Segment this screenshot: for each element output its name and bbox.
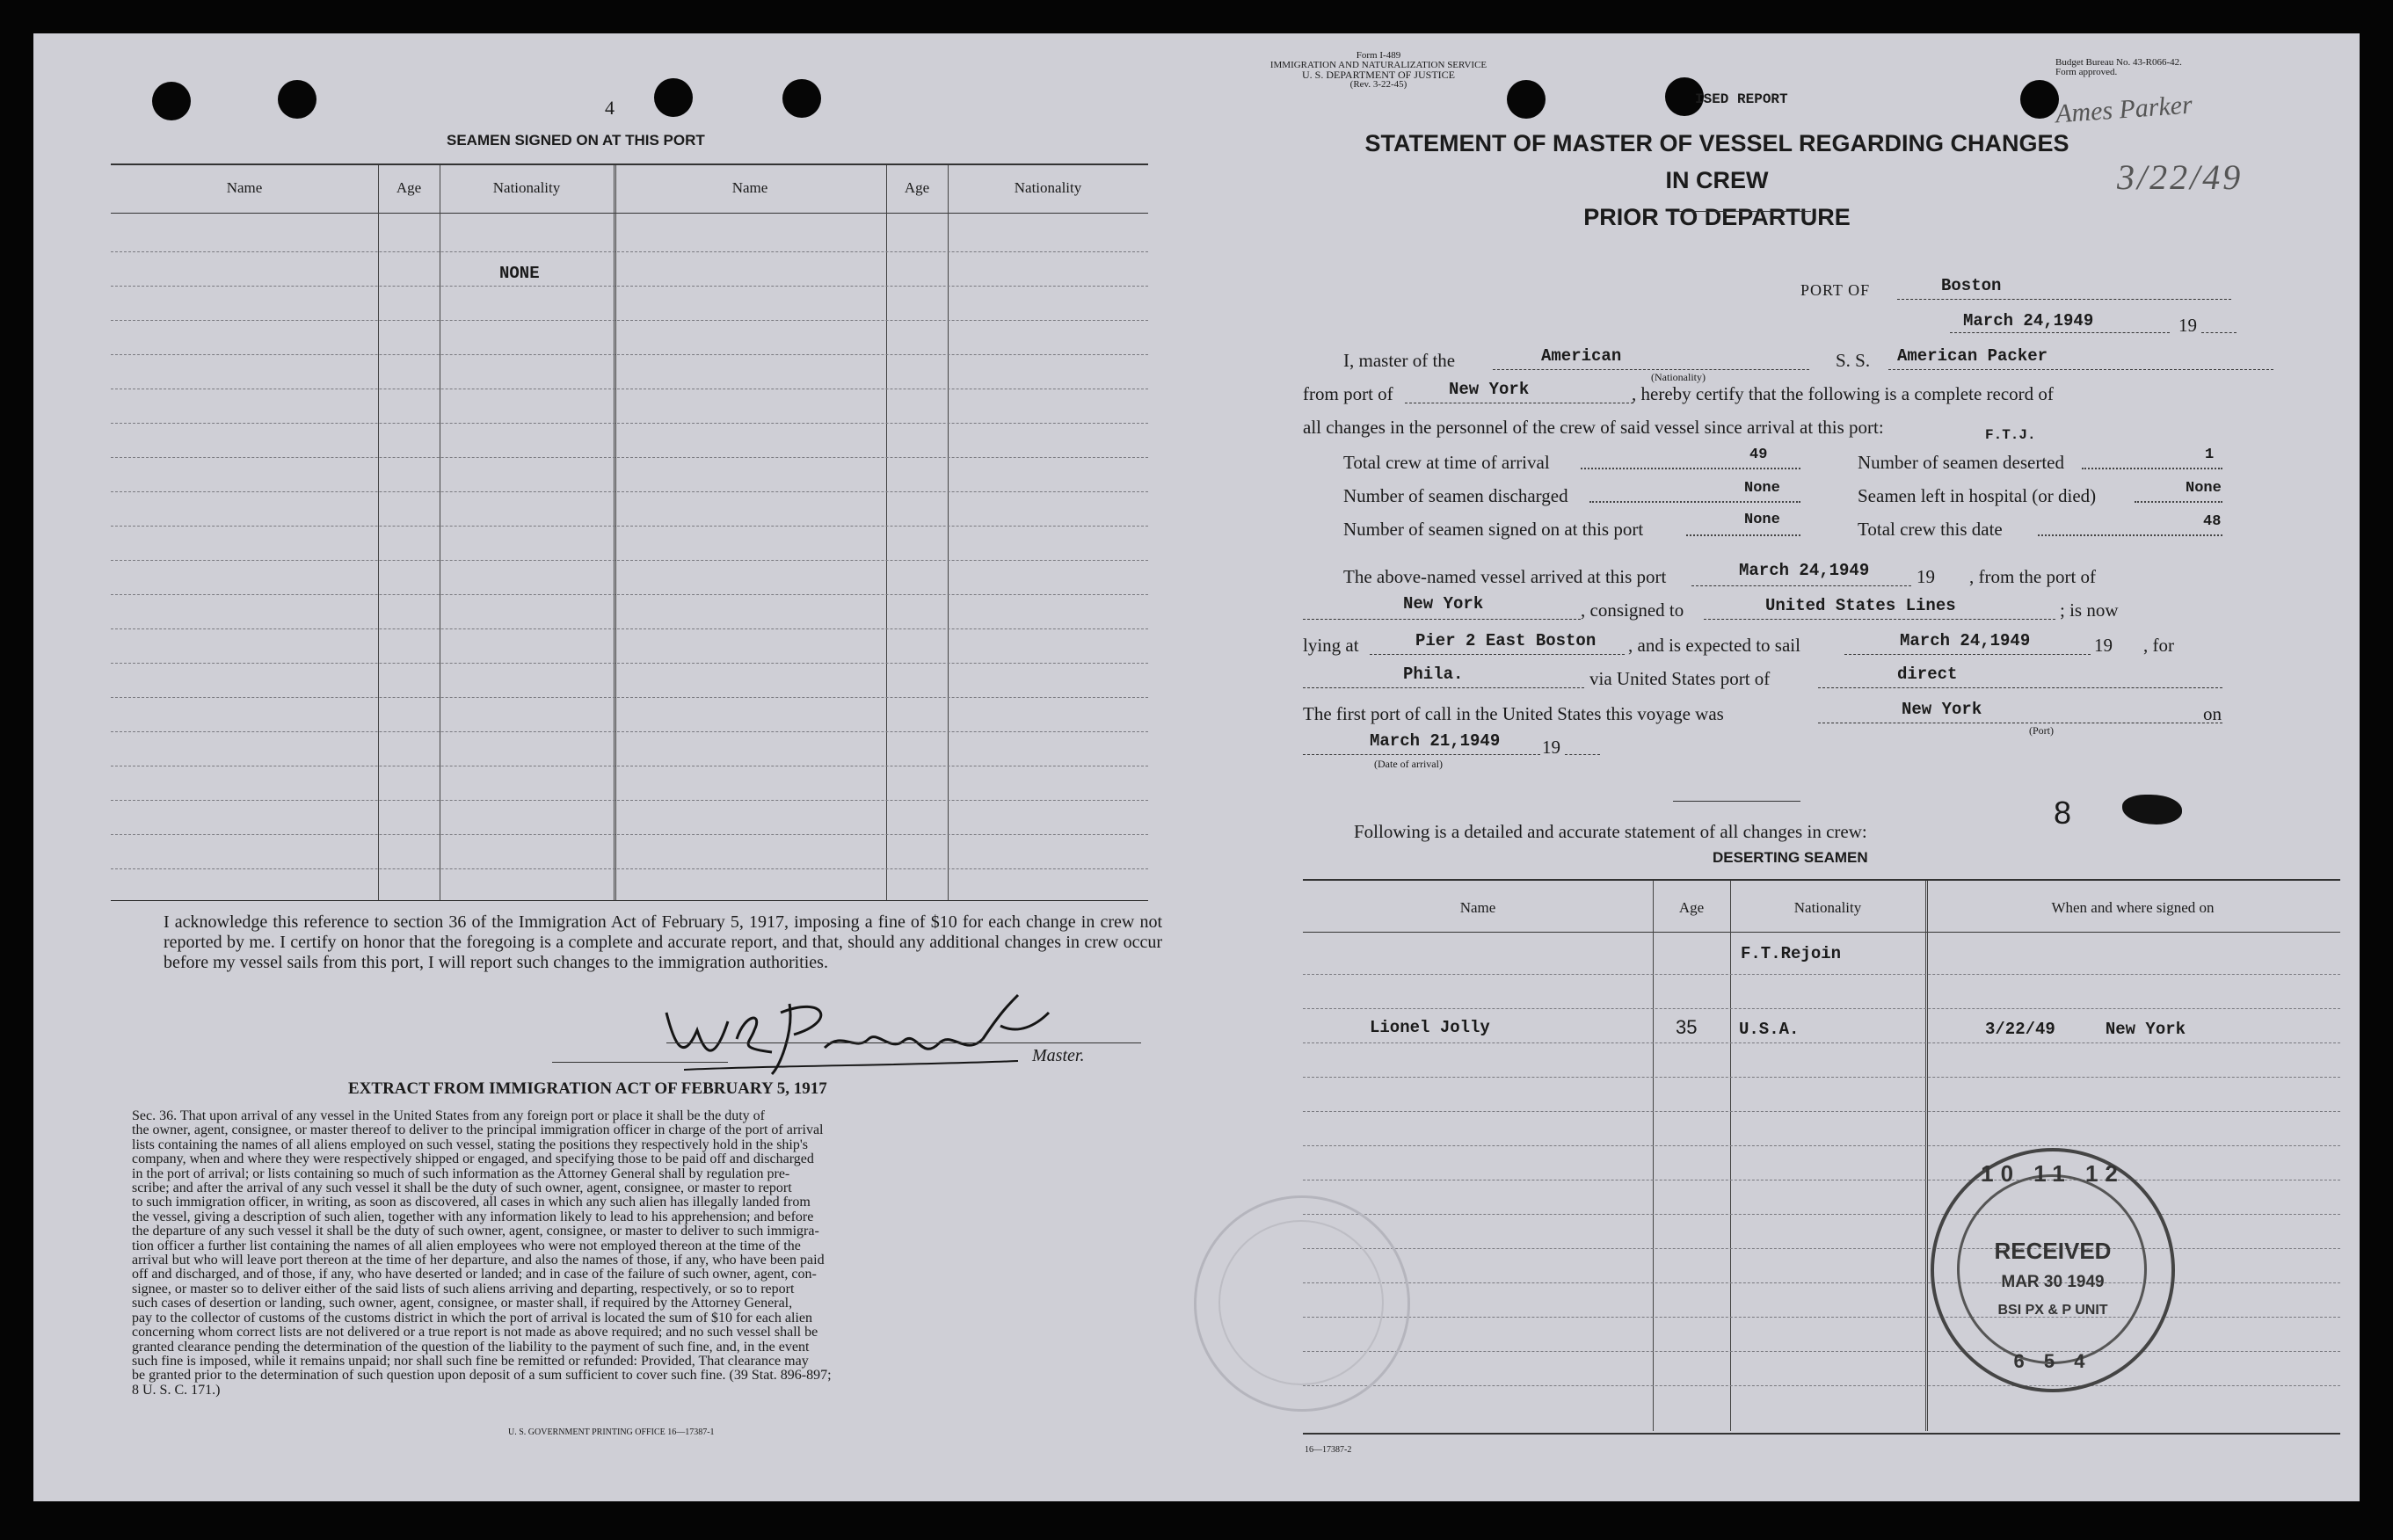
col-name: Name — [226, 179, 263, 196]
table-row — [111, 320, 1148, 321]
signed-on-value: None — [1744, 512, 1780, 528]
table-row — [1303, 1008, 2340, 1009]
extract-line: 8 U. S. C. 171.) — [132, 1383, 221, 1398]
changes-text: all changes in the personnel of the crew of said vessel since arrival at this port: — [1303, 417, 1884, 438]
master-label: Master. — [1032, 1046, 1085, 1065]
col-divider — [1925, 881, 1928, 1431]
dcol-nationality: Nationality — [1793, 899, 1862, 916]
col-nationality: Nationality — [1014, 179, 1082, 196]
col-age: Age — [396, 179, 422, 196]
extract-line: lists containing the names of all aliens employed on such vessel, stating the positions they respectively hold in the ship's — [132, 1137, 808, 1152]
form-header — [1247, 51, 1510, 90]
table-row — [1303, 1282, 2340, 1283]
table-row — [111, 354, 1148, 355]
destination: Phila. — [1403, 665, 1464, 684]
table-row — [1303, 1077, 2340, 1078]
table-bottom-rule — [111, 900, 1148, 901]
hospital-label: Seamen left in hospital (or died) — [1858, 485, 2097, 506]
master-of-label: I, master of the — [1343, 350, 1456, 371]
dot-leader — [2082, 468, 2222, 469]
row2-name: Lionel Jolly — [1370, 1018, 1490, 1037]
extract-line: granted clearance pending the determination of the question of the liability to the payment of such fine, and, in the event — [132, 1340, 810, 1355]
received-stamp: 10 11 12 RECEIVED MAR 30 1949 BSI PX & P UNIT 6 5 4 — [1931, 1148, 2175, 1392]
title-line-2: PRIOR TO DEPARTURE — [1583, 204, 1851, 230]
table-row — [111, 697, 1148, 698]
col-divider — [1730, 881, 1731, 1431]
nationality-value: American — [1541, 346, 1622, 366]
extract-line: the owner, agent, consignee, or master thereof to deliver to the principal immigration officer in charge of the port of arrival — [132, 1123, 824, 1138]
table-row — [111, 800, 1148, 801]
signature-line — [666, 1042, 1141, 1043]
title-line-1: STATEMENT OF MASTER OF VESSEL REGARDING CHANGES IN CREW — [1364, 130, 2069, 193]
col-divider — [378, 165, 379, 900]
from-port-of-label: , from the port of — [1969, 566, 2097, 587]
extract-line: signee, or master so to deliver either of the said lists of such aliens arriving and departing, respectively, or so to report — [132, 1282, 795, 1297]
acknowledgement-text: I acknowledge this reference to section 36 of the Immigration Act of February 5, 1917, imposing a fine of $10 for each change in crew not reported by me. I certify on honor that the foregoing is a complete and accurate report, and that, should any additional changes in crew occur before my vessel sails from this port, I will report such changes to the immigration authorities. — [164, 912, 1162, 972]
arrival-date-value: March 21,1949 — [1370, 731, 1501, 751]
extract-line: company, when and where they were respectively shipped or engaged, and specifying those to be paid off and discharged — [132, 1152, 814, 1167]
extract-line: such cases of desertion or landing, such owner, agent, consignee, or master shall, if required by the Attorney General, — [132, 1297, 793, 1311]
table-row — [111, 286, 1148, 287]
extract-line: the vessel, giving a description of such alien, together with any information likely to lead to his apprehension; and before — [132, 1209, 814, 1224]
printer-line: U. S. GOVERNMENT PRINTING OFFICE 16—17387-1 — [508, 1427, 715, 1437]
from-port-label: from port of — [1303, 383, 1393, 404]
crew-change-mark: 8 — [2054, 795, 2072, 831]
table-row — [111, 628, 1148, 629]
form-revision: (Rev. 3-22-45) — [1349, 79, 1407, 90]
table-row — [1303, 1351, 2340, 1352]
extract-line: to such immigration officer, in writing, as soon as discovered, all cases in which any such alien has illegally landed from — [132, 1195, 811, 1210]
budget-number: Budget Bureau No. 43-R066-42. — [2055, 57, 2182, 68]
via-value: direct — [1897, 665, 1958, 684]
dcol-age: Age — [1678, 899, 1705, 916]
nationality-line — [1493, 369, 1809, 370]
table-row — [111, 731, 1148, 732]
discharged-value: None — [1744, 480, 1780, 497]
form-title — [1352, 125, 2082, 236]
row1-nationality: F.T.Rejoin — [1741, 944, 1842, 963]
total-arrival-value: 49 — [1749, 447, 1768, 463]
ship-line — [1888, 369, 2273, 370]
nationality-caption: (Nationality) — [1651, 371, 1706, 383]
faint-stamp — [1218, 1220, 1384, 1385]
lying-value: Pier 2 East Boston — [1415, 631, 1597, 650]
ss-label: S. S. — [1836, 350, 1871, 371]
year-line — [2201, 332, 2237, 333]
stamp-date: MAR 30 1949 — [2001, 1273, 2105, 1291]
dcol-name: Name — [1459, 899, 1496, 916]
year-prefix: 19 — [2178, 315, 2197, 336]
arrived-value: March 24,1949 — [1739, 561, 1870, 580]
first-port-value: New York — [1902, 700, 1982, 719]
extract-line: off and discharged, and of those, if any, who have deserted or landed; and in case of the failure of such owner, agent, con- — [132, 1268, 817, 1282]
consigned-label: , consigned to — [1581, 599, 1684, 621]
via-label: via United States port of — [1589, 668, 1771, 689]
dot-leader — [2038, 534, 2222, 536]
row2-nationality: U.S.A. — [1739, 1020, 1800, 1039]
table-row — [111, 423, 1148, 424]
table-row — [1303, 1248, 2340, 1249]
row2-signed: 3/22/49 New York — [1985, 1020, 2186, 1039]
table-row — [111, 594, 1148, 595]
table-row — [1303, 1317, 2340, 1318]
first-port-label: The first port of call in the United States this voyage was — [1303, 703, 1724, 724]
extract-line: tion officer a further list containing the names of all alien employees who were not employed thereon at the time of the — [132, 1239, 801, 1253]
on-label: on — [2203, 703, 2222, 724]
col-divider — [614, 165, 616, 900]
total-arrival-label: Total crew at time of arrival — [1343, 452, 1550, 473]
extract-line: scribe; and after the arrival of any such vessel it shall be the duty of such owner, agent, consignee, or master to report — [132, 1181, 792, 1196]
table-row — [111, 491, 1148, 492]
arrived-label: The above-named vessel arrived at this port — [1343, 566, 1667, 587]
arrived-line — [1691, 585, 1911, 586]
report-label: ISED REPORT — [1695, 91, 1788, 107]
total-date-label: Total crew this date — [1858, 519, 2003, 540]
port-label: PORT OF — [1800, 281, 1871, 299]
date-line — [1950, 332, 2170, 333]
arrival-year: 19 — [1542, 737, 1560, 758]
deserted-label: Number of seamen deserted — [1858, 452, 2064, 473]
extract-line: arrival but who will leave port thereon at the time of her departure, and also the names of those, if any, who have been paid — [132, 1253, 825, 1268]
dot-leader — [1686, 534, 1800, 536]
from-port-value: New York — [1449, 380, 1530, 399]
col-divider — [1653, 881, 1654, 1431]
arrived-from: New York — [1403, 594, 1484, 614]
signed-on-label: Number of seamen signed on at this port — [1343, 519, 1644, 540]
date-value: March 24,1949 — [1963, 311, 2094, 331]
dtable-bottom — [1303, 1433, 2340, 1435]
lying-label: lying at — [1303, 635, 1359, 656]
sail-value: March 24,1949 — [1900, 631, 2031, 650]
section-title: SEAMEN SIGNED ON AT THIS PORT — [447, 132, 705, 149]
dot-leader — [1581, 468, 1800, 469]
document-sheet — [33, 33, 2360, 1501]
table-row — [111, 834, 1148, 835]
ftj-note: F.T.J. — [1985, 427, 2036, 443]
following-label: Following is a detailed and accurate statement of all changes in crew: — [1354, 821, 1867, 842]
col-divider — [886, 165, 887, 900]
handwritten-name: Ames Parker — [2055, 90, 2193, 129]
table-row — [111, 251, 1148, 252]
port-value: Boston — [1941, 276, 2002, 295]
deserting-title: DESERTING SEAMEN — [1713, 849, 1868, 866]
dtable-header-rule — [1303, 932, 2340, 933]
table-top-rule — [111, 163, 1148, 165]
table-row — [1303, 1145, 2340, 1146]
dot-leader — [1589, 501, 1800, 503]
stamp-unit: BSI PX & P UNIT — [1997, 1303, 2108, 1318]
form-number: Form I-489 — [1356, 50, 1401, 61]
for-label: , for — [2143, 635, 2174, 656]
consigned-value: United States Lines — [1765, 596, 1956, 615]
arrival-date-caption: (Date of arrival) — [1374, 758, 1443, 770]
handwritten-date: 3/22/49 — [2117, 157, 2244, 197]
extract-line: the departure of any such vessel it shall be the duty of such owner, agent, consignee, or master to deliver to such immigra- — [132, 1224, 819, 1239]
arrived-year: 19 — [1917, 566, 1935, 587]
none-entry: NONE — [499, 264, 540, 283]
discharged-label: Number of seamen discharged — [1343, 485, 1568, 506]
arrived-from-line — [1303, 619, 1581, 620]
table-row — [111, 457, 1148, 458]
sail-year: 19 — [2094, 635, 2113, 656]
table-row — [1303, 974, 2340, 975]
extract-rule — [552, 1062, 728, 1063]
page-number: 4 — [605, 97, 615, 119]
table-row — [111, 526, 1148, 527]
port-line — [1897, 299, 2231, 300]
table-row — [1303, 1111, 2340, 1112]
dtable-top — [1303, 879, 2340, 881]
extract-line: pay to the collector of customs of the customs district in which the port of arrival is located the sum of $10 for each alien — [132, 1311, 813, 1326]
form-approved: Form approved. — [2055, 67, 2118, 77]
table-row — [1303, 1214, 2340, 1215]
ship-name: American Packer — [1897, 346, 2048, 366]
extract-line: in the port of arrival; or lists containing so much of such information as the Attorney General shall by regulation pre- — [132, 1166, 790, 1181]
arrival-date-line — [1303, 754, 1540, 755]
ink-blot — [2122, 795, 2182, 824]
form-agency: IMMIGRATION AND NATURALIZATION SERVICE — [1269, 60, 1487, 70]
sail-line — [1844, 654, 2091, 655]
is-now-label: ; is now — [2060, 599, 2119, 621]
port-caption: (Port) — [2029, 724, 2054, 737]
table-row — [111, 560, 1148, 561]
table-row — [111, 868, 1148, 869]
row2-age: 35 — [1676, 1016, 1698, 1038]
lying-line — [1370, 654, 1625, 655]
extract-body — [132, 1109, 1169, 1398]
table-row — [1303, 1385, 2340, 1386]
hospital-value: None — [2186, 480, 2222, 497]
left-page — [33, 33, 1211, 1501]
master-signature — [649, 977, 1053, 1083]
arrival-year-line — [1565, 754, 1600, 755]
extract-title: EXTRACT FROM IMMIGRATION ACT OF FEBRUARY 5, 1917 — [348, 1079, 827, 1098]
title-rule — [1670, 211, 1811, 212]
expected-label: , and is expected to sail — [1628, 635, 1800, 656]
stamp-received: RECEIVED — [1994, 1238, 2112, 1264]
budget-info — [2055, 58, 2182, 77]
certify-text: , hereby certify that the following is a complete record of — [1632, 383, 2054, 404]
col-name: Name — [731, 179, 768, 196]
via-line — [1818, 687, 2222, 688]
extract-line: such fine is imposed, while it remains unpaid; nor shall such fine be remitted or refunded: Provided, That clearance may — [132, 1354, 809, 1369]
section-rule — [1673, 801, 1800, 802]
destination-line — [1303, 687, 1584, 688]
col-nationality: Nationality — [492, 179, 561, 196]
table-row — [1303, 1042, 2340, 1043]
dcol-signed: When and where signed on — [2051, 899, 2215, 916]
right-printer-line: 16—17387-2 — [1305, 1445, 1352, 1455]
extract-line: Sec. 36. That upon arrival of any vessel in the United States from any foreign port or place it shall be the duty of — [132, 1109, 765, 1123]
extract-line: be granted prior to the determination of such question upon deposit of a sum sufficient to cover such fine. (39 Stat. 896-897; — [132, 1369, 832, 1384]
dot-leader — [2135, 501, 2222, 503]
extract-line: concerning whom correct lists are not delivered or a true report is not made as above required; and no such vessel shall be — [132, 1326, 818, 1340]
total-date-value: 48 — [2203, 513, 2222, 530]
consigned-line — [1704, 619, 2055, 620]
col-age: Age — [904, 179, 930, 196]
form-department: U. S. DEPARTMENT OF JUSTICE — [1302, 69, 1455, 81]
deserted-value: 1 — [2205, 447, 2215, 463]
table-header-rule — [111, 213, 1148, 214]
col-divider — [948, 165, 949, 900]
table-row — [111, 663, 1148, 664]
